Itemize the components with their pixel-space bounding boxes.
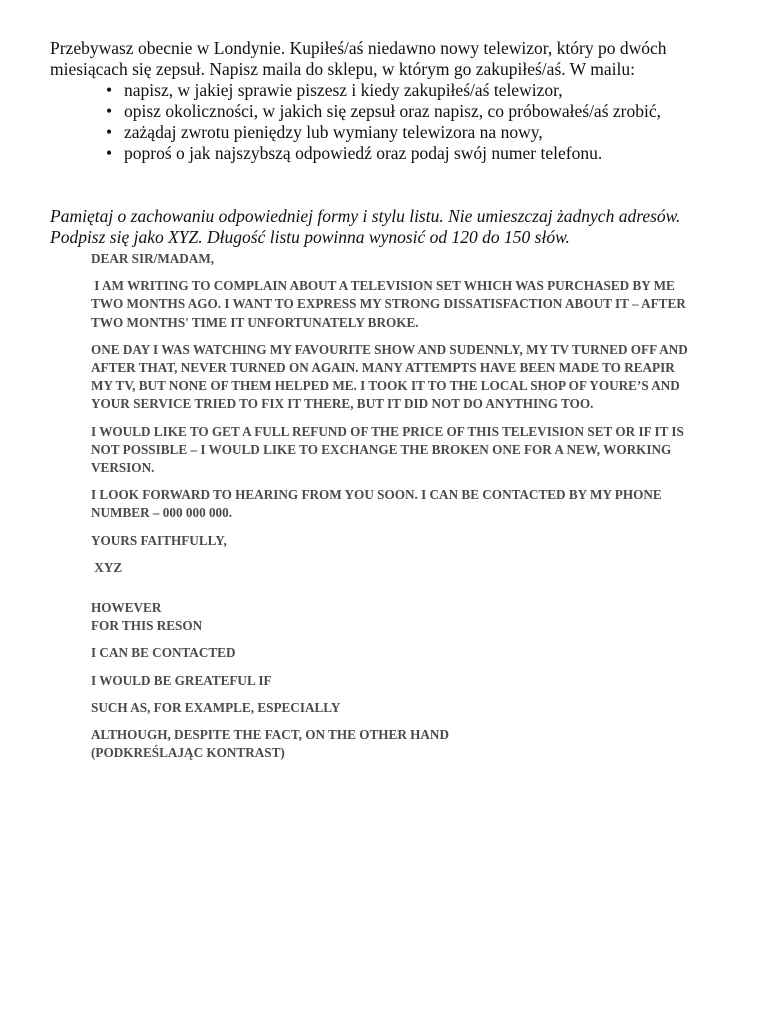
phrase-would-be-grateful: I WOULD BE GREATEFUL IF (91, 672, 272, 688)
task-bullet-text: zażądaj zwrotu pieniędzy lub wymiany telewizora na nowy, (124, 122, 543, 142)
task-bullet-text: poproś o jak najszybszą odpowiedź oraz podaj swój numer telefonu. (124, 143, 603, 163)
letter-greeting: DEAR SIR/MADAM, (91, 251, 215, 266)
task-bullet-text: napisz, w jakiej sprawie piszesz i kiedy zakupiłeś/aś telewizor, (124, 80, 563, 100)
letter-body (91, 250, 691, 771)
phrase-although: ALTHOUGH, DESPITE THE FACT, ON THE OTHER HAND (91, 727, 449, 743)
letter-paragraph: I WOULD LIKE TO GET A FULL REFUND OF THE PRICE OF THIS TELEVISION SET OR IF IT IS NOT POSSIBLE – I WOULD LIKE TO EXCHANGE THE BROKEN ONE FOR A NEW, WORKING VERSION. (91, 423, 684, 476)
phrase-contrast-note: (PODKREŚLAJĄC KONTRAST) (91, 745, 285, 761)
letter-paragraph: ONE DAY I WAS WATCHING MY FAVOURITE SHOW AND SUDENNLY, MY TV TURNED OFF AND AFTER THAT, NEVER TURNED ON AGAIN. MANY ATTEMPTS HAVE BEEN MADE TO REAPIR MY TV, BUT NONE OF THEM HELPED ME. I TOOK IT TO THE LOCAL SHOP OF YOURE’S AND YOUR SERVICE TRIED TO FIX IT THERE, BUT IT DID NOT DO ANYTHING TOO. (91, 341, 688, 412)
task-intro: Przebywasz obecnie w Londynie. Kupiłeś/aś niedawno nowy telewizor, który po dwóch miesiącach się zepsuł. Napisz maila do sklepu, w którym go zakupiłeś/aś. W mailu: (50, 38, 667, 79)
task-instructions (50, 38, 740, 164)
bullet-icon: • (106, 143, 113, 163)
task-bullet-item (106, 143, 740, 164)
phrase-such-as: SUCH AS, FOR EXAMPLE, ESPECIALLY (91, 699, 341, 715)
letter-paragraph: I LOOK FORWARD TO HEARING FROM YOU SOON. I CAN BE CONTACTED BY MY PHONE NUMBER – 000 000 000. (91, 487, 662, 521)
phrase-for-this-reason: FOR THIS RESON (91, 618, 203, 634)
task-bullet-text: opisz okoliczności, w jakich się zepsuł oraz napisz, co próbowałeś/aś zrobić, (124, 101, 661, 121)
bullet-icon: • (106, 122, 113, 142)
task-bullet-item (106, 80, 740, 101)
bullet-icon: • (106, 101, 113, 121)
phrase-group (91, 599, 691, 635)
task-bullet-item (106, 122, 740, 143)
task-reminder: Pamiętaj o zachowaniu odpowiedniej formy i stylu listu. Nie umieszczaj żadnych adresów. Podpisz się jako XYZ. Długość listu powinna wynosić od 120 do 150 słów. (50, 205, 681, 247)
phrase-contrast-group (91, 726, 691, 762)
task-bullet-list (50, 80, 740, 164)
phrase-however: HOWEVER (91, 600, 162, 616)
letter-signature: XYZ (91, 559, 123, 575)
bullet-icon: • (106, 80, 113, 100)
letter-closing: YOURS FAITHFULLY, (91, 532, 227, 548)
phrase-can-be-contacted: I CAN BE CONTACTED (91, 645, 236, 661)
task-bullet-item (106, 101, 740, 122)
letter-paragraph: I AM WRITING TO COMPLAIN ABOUT A TELEVISION SET WHICH WAS PURCHASED BY ME TWO MONTHS AGO. I WANT TO EXPRESS MY STRONG DISSATISFACTION ABOUT IT – AFTER TWO MONTHS' TIME IT UNFORTUNATELY BROKE. (91, 278, 689, 330)
